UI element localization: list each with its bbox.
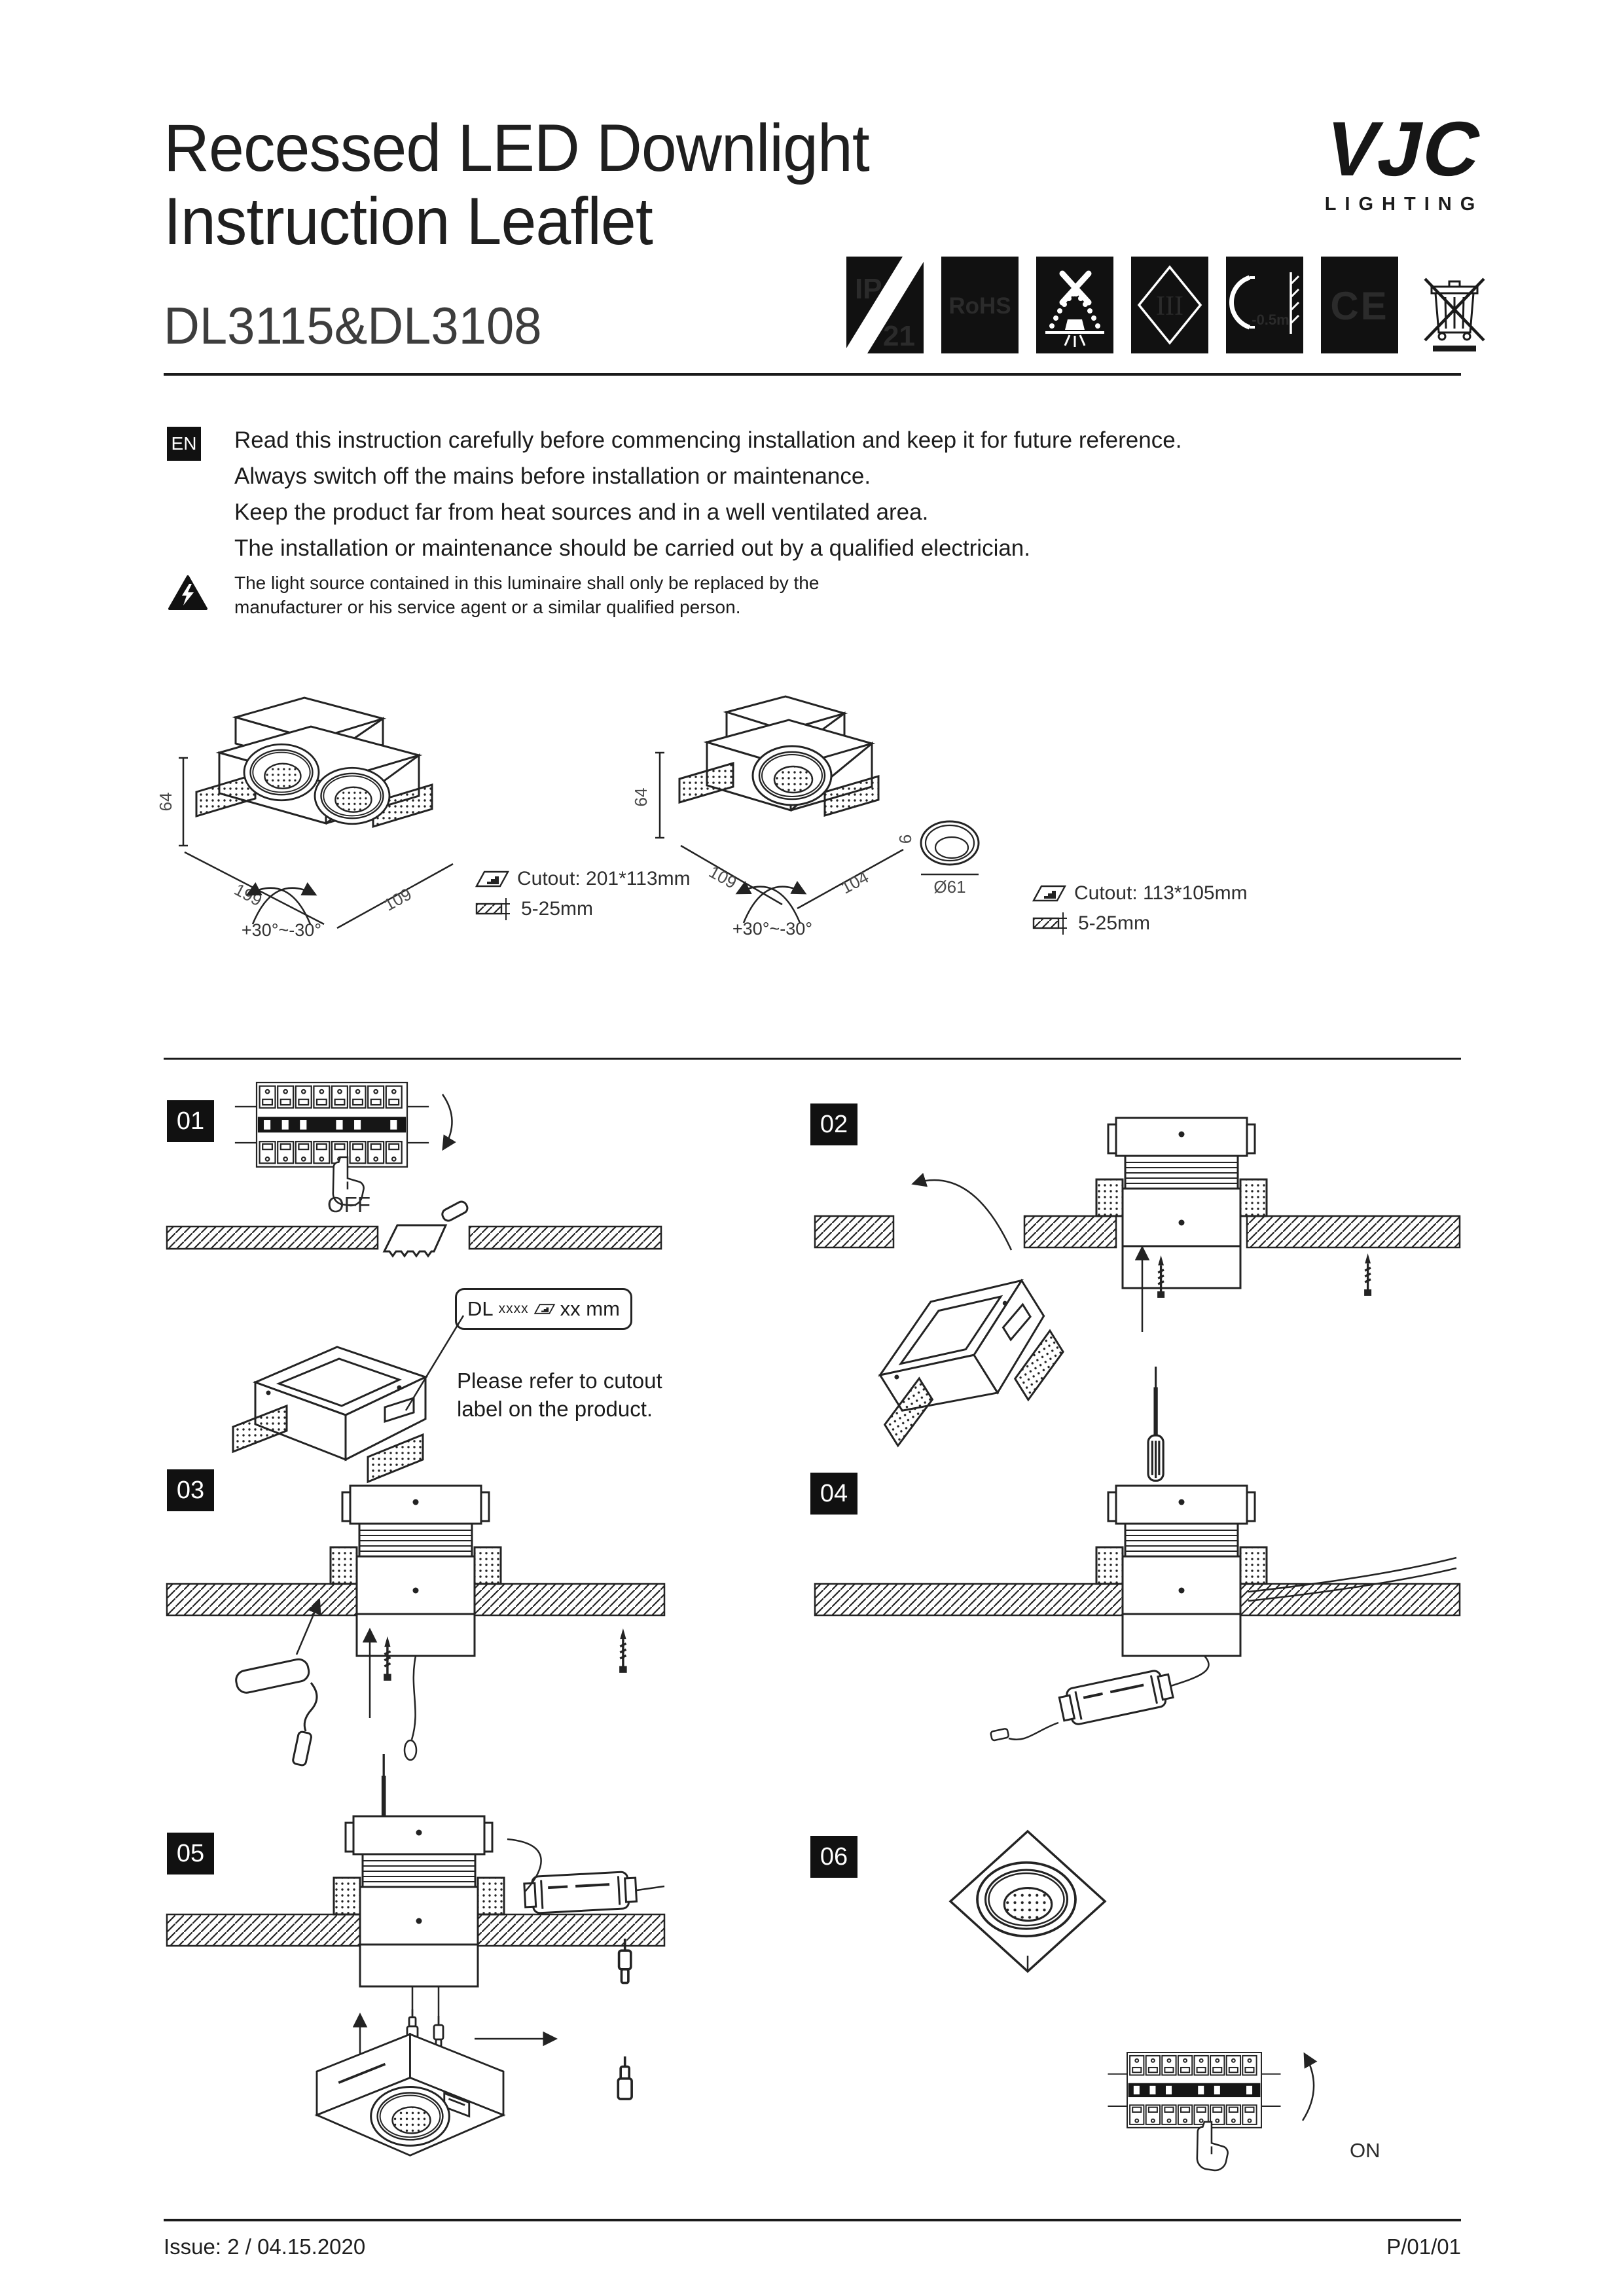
driver-plug (990, 1729, 1009, 1741)
dim-width: 109 (380, 884, 415, 915)
dim-length: 199 (231, 879, 266, 910)
page-number: P/01/01 (1386, 2234, 1461, 2259)
class-iii-graphic (1131, 257, 1208, 353)
rohs-icon-graphic (941, 257, 1019, 353)
footer-divider (164, 2219, 1461, 2221)
step-01-badge: 01 (167, 1100, 214, 1142)
installed-housing (334, 1816, 504, 1986)
instruction-line: Read this instruction carefully before commencing installation and keep it for future reference. (234, 427, 1182, 453)
tilt-range: +30°~-30° (732, 919, 813, 939)
screw (619, 1628, 627, 1673)
no-insulation-cover-icon (1036, 257, 1113, 353)
ce-label: CE (1330, 284, 1389, 328)
label-prefix: DL (467, 1297, 494, 1320)
weee-graphic (1416, 257, 1493, 353)
step-01-ceiling-cut-illustration (167, 1216, 661, 1262)
thickness-range: 5-25mm (1078, 912, 1151, 934)
brand-logo (1319, 105, 1489, 215)
on-label: ON (1350, 2139, 1380, 2162)
paint-roller (234, 1657, 317, 1766)
cutout-size: Cutout: 201*113mm (517, 868, 691, 889)
logo-wordmark: VJC (1318, 106, 1490, 192)
issue-info: Issue: 2 / 04.15.2020 (164, 2234, 366, 2259)
note-line: Please refer to cutout (457, 1369, 662, 1393)
ip21-rating-icon (846, 257, 924, 353)
switch-off-arrow (442, 1094, 452, 1148)
certification-icons (846, 257, 1493, 353)
model-number: DL3115&DL3108 (164, 296, 542, 355)
trim-ring-detail (895, 821, 979, 897)
screwdriver (1148, 1367, 1163, 1480)
trim-height: 6 (895, 834, 915, 844)
lamp-2 (315, 768, 389, 824)
title-line-2: Instruction Leaflet (164, 184, 653, 259)
min-distance-graphic (1226, 257, 1303, 353)
insert-arrow (914, 1180, 1011, 1250)
product-drawing-dl3115 (157, 674, 471, 949)
cutout-icon (1032, 885, 1066, 902)
electric-warning-icon (168, 575, 208, 611)
led-driver (524, 1871, 637, 1914)
instruction-line: The installation or maintenance should be carried out by a qualified electrician. (234, 535, 1030, 561)
ip21-icon-graphic (846, 257, 924, 353)
step-06-badge: 06 (810, 1836, 857, 1878)
language-badge: EN (167, 427, 201, 461)
installed-housing (1096, 1118, 1267, 1288)
circuit-breaker (235, 1083, 429, 1167)
step-06-breaker-illustration (1087, 2029, 1348, 2199)
step-02-illustration (815, 1113, 1460, 1492)
step-06-finished-view (943, 1826, 1113, 1983)
class-iii-label: III (1156, 291, 1183, 321)
logo-subtitle: LIGHTING (1324, 194, 1484, 215)
no-insulation-graphic (1036, 257, 1113, 353)
installed-housing (331, 1486, 501, 1656)
weee-bin-icon (1416, 257, 1493, 353)
cutout-icon (534, 1303, 555, 1315)
label-size: xx mm (560, 1297, 620, 1320)
step-05-illustration (167, 1813, 664, 2209)
circuit-breaker (1108, 2053, 1280, 2128)
rohs-icon (941, 257, 1019, 353)
switch-on-arrow (1303, 2055, 1314, 2121)
cutout-size: Cutout: 113*105mm (1074, 882, 1248, 904)
lamp-1 (244, 744, 319, 800)
step-01-breaker-illustration (223, 1080, 484, 1198)
dim-width: 109 (706, 861, 740, 893)
dim-depth: 104 (837, 867, 872, 898)
saw-tool (384, 1200, 469, 1256)
step-01-note (457, 1367, 662, 1423)
off-label: OFF (327, 1193, 370, 1217)
step-02-badge: 02 (810, 1103, 857, 1145)
title-line-1: Recessed LED Downlight (164, 111, 869, 185)
page-title (164, 111, 869, 258)
cutout-icon (475, 870, 509, 888)
ce-graphic (1321, 257, 1398, 353)
cord-loop (405, 1740, 416, 1760)
safety-instructions (234, 422, 1182, 566)
section-divider (164, 1058, 1461, 1060)
housing-frame (233, 1347, 425, 1482)
label-model-x: xxxx (498, 1301, 529, 1316)
ceiling-thickness-icon (1032, 912, 1070, 935)
lamp (753, 746, 831, 805)
label-leader-line (406, 1316, 463, 1410)
instruction-line: Always switch off the mains before installation or maintenance. (234, 463, 871, 489)
step-04-badge: 04 (810, 1473, 857, 1515)
lamp-module (317, 2034, 503, 2155)
thickness-range: 5-25mm (521, 898, 594, 920)
min-distance-icon (1226, 257, 1303, 353)
ce-mark-icon (1321, 257, 1398, 353)
tilted-housing (842, 1255, 1077, 1471)
instruction-line: Keep the product far from heat sources and in a well ventilated area. (234, 499, 929, 525)
connector-socket-detail (618, 2056, 632, 2099)
light-source-warning (234, 571, 819, 619)
ip21-label: 21 (883, 320, 915, 352)
led-driver (1058, 1668, 1174, 1727)
header-divider (164, 373, 1461, 376)
step-01-housing-illustration (216, 1276, 478, 1499)
trim-diameter: Ø61 (933, 877, 966, 897)
step-05-badge: 05 (167, 1833, 214, 1874)
dim-height: 64 (631, 787, 651, 807)
tilt-range: +30°~-30° (241, 920, 322, 940)
cutout-legend-dl3108 (1032, 882, 1248, 935)
step-04-illustration (815, 1479, 1460, 1806)
min-distance-label: -0.5m (1252, 312, 1290, 328)
dim-height: 64 (156, 792, 175, 812)
ceiling-thickness-icon (475, 898, 513, 920)
driver-lead (1009, 1723, 1058, 1740)
rohs-label: RoHS (948, 293, 1011, 319)
mains-wire (637, 1886, 664, 1890)
note-line: label on the product. (457, 1397, 653, 1421)
warning-line: The light source contained in this luminaire shall only be replaced by the (234, 573, 820, 593)
class-iii-icon (1131, 257, 1208, 353)
step-03-badge: 03 (167, 1469, 214, 1511)
warning-line: manufacturer or his service agent or a similar qualified person. (234, 597, 741, 617)
installed-housing (1096, 1486, 1267, 1656)
lamp (977, 1863, 1075, 1937)
cutout-label-box (455, 1288, 632, 1330)
ip-label: IP (855, 273, 882, 305)
pointing-finger (1197, 2122, 1228, 2170)
pull-cord (412, 1656, 416, 1740)
screw (1364, 1253, 1371, 1296)
cutout-legend-dl3115 (475, 868, 691, 920)
